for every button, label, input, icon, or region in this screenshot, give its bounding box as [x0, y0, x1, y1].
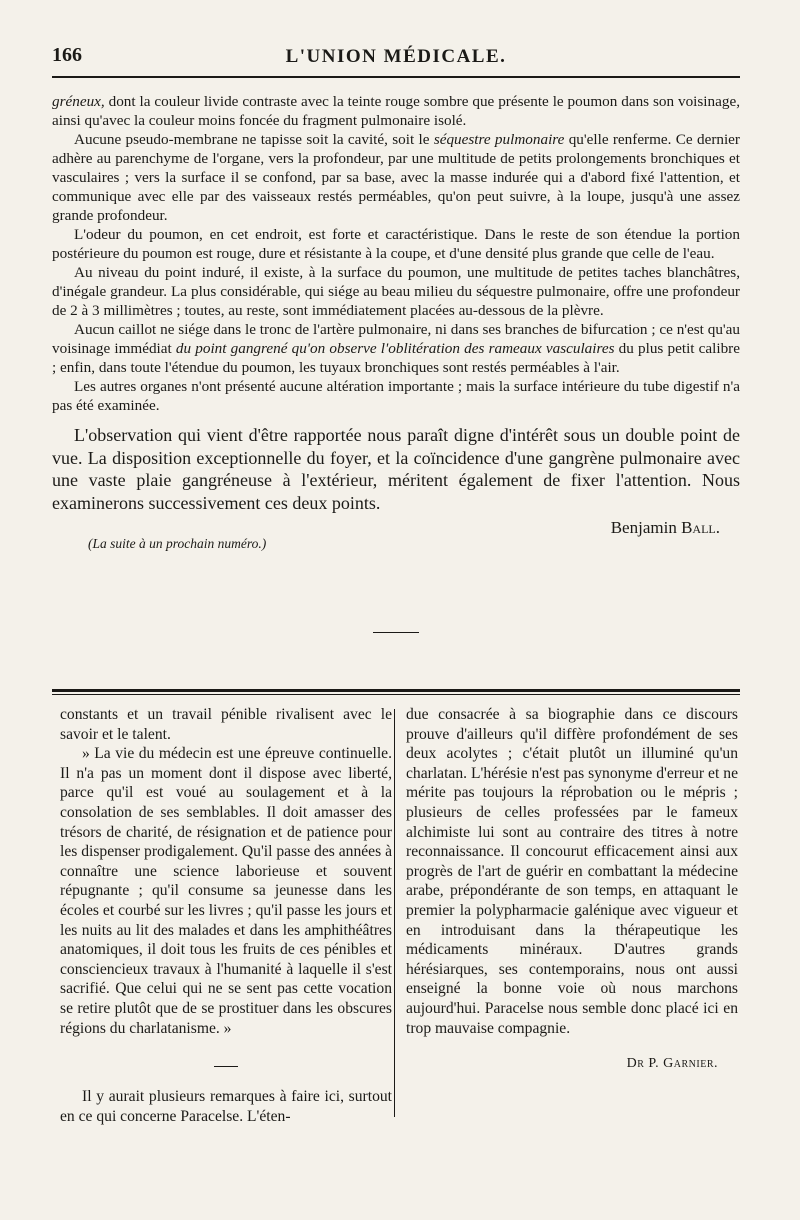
column-divider	[394, 709, 395, 1117]
paragraph: Au niveau du point induré, il existe, à la surface du poumon, une multitude de petites taches blanchâtres, d'inégale grandeur. La plus considérable, qui siége au beau milieu du séquestre pulmonaire, offre une profondeur de 2 à 3 millimètres ; toutes, au reste, sont immédiatement placées au-dessous de la plèvre.	[52, 264, 740, 319]
paragraph: L'odeur du poumon, en cet endroit, est forte et caractéristique. Dans le reste de son étendue la portion postérieure du poumon est rouge, dure et résistante à la coupe, et d'une densité plus grande que celle de l'eau.	[52, 226, 740, 262]
continuation-note: (La suite à un prochain numéro.)	[88, 536, 267, 551]
feuilleton-right-column	[406, 705, 738, 1074]
feuilleton-left-column	[60, 705, 392, 1126]
paragraph-text: Aucune pseudo-membrane ne tapisse soit la cavité, soit le	[74, 131, 434, 148]
page-number: 166	[52, 44, 82, 66]
article-body	[52, 92, 740, 415]
paragraph-text: Aucun caillot ne siége dans le tronc de l'artère pulmonaire, ni dans ses branches de bifurcation ; ce n'est qu'au voisinage immédiat	[52, 321, 740, 357]
running-title: L'UNION MÉDICALE.	[285, 46, 507, 67]
page	[52, 44, 740, 1125]
feuilleton-rule	[52, 689, 740, 692]
header-rule	[52, 76, 740, 78]
paragraph: » La vie du médecin est une épreuve continuelle. Il n'a pas un moment dont il dispose avec liberté, parce qu'il est voué au soulagement et à la consolation de ses semblables. Il doit amasser des trésors de charité, de résignation et de patience pour les dispenser prodigalement. Qu'il passe des années à connaître une science laborieuse et souvent répugnante ; qu'il consume sa jeunesse dans les écoles et courbé sur les livres ; qu'il passe les jours et les nuits au lit des malades et dans les amphithéâtres anatomiques, il doit tous les fruits de ces pénibles et consciencieux travaux à l'humanité à laquelle il s'est sacrifié. Que celui qui ne se sent pas cette vocation se retire plutôt que de se prostituer dans les obscures régions du charlatanisme. »	[60, 745, 392, 1037]
paragraph	[52, 92, 740, 130]
paragraph-text: du plus petit calibre ; enfin, dans toute l'étendue du poumon, les tuyaux bronchiques sont restés perméables à l'air.	[52, 340, 740, 376]
author-signature	[52, 518, 740, 538]
paragraph	[52, 320, 740, 377]
feuilleton-rule-thin	[52, 694, 740, 695]
author-first-name: Benjamin	[610, 518, 682, 537]
paragraph: Il y aurait plusieurs remarques à faire ici, surtout en ce qui concerne Paracelse. L'éten-	[60, 1088, 392, 1125]
paragraph	[52, 130, 740, 225]
feuilleton	[52, 705, 740, 1125]
author-last-name: Ball.	[681, 518, 720, 537]
conclusion	[52, 424, 740, 514]
italic-lead: gréneux,	[52, 93, 105, 110]
paragraph: Les autres organes n'ont présenté aucune altération importante ; mais la surface intérieure du tube digestif n'a pas été examinée.	[52, 378, 740, 414]
page-header	[52, 44, 740, 72]
spacer	[60, 1067, 392, 1087]
paragraph-text: qu'elle renferme. Ce dernier adhère au parenchyme de l'organe, vers la profondeur, par une multitude de petits prolongements bronchiques et vasculaires ; vers la surface il se confond, par sa base, avec la masse indurée qui a d'abord fixé l'attention, et communique avec elle par des vaisseaux restés perméables, qu'on peut suivre, à la loupe, jusqu'à une assez grande profondeur.	[52, 131, 740, 224]
italic-phrase: du point gangrené qu'on observe l'oblitération des rameaux vasculaires	[175, 340, 615, 357]
italic-term: séquestre pulmonaire	[433, 131, 565, 148]
paragraph-text: dont la couleur livide contraste avec la teinte rouge sombre que présente le poumon dans son voisinage, ainsi qu'avec la couleur moins foncée du fragment pulmonaire isolé.	[52, 93, 740, 129]
section-rule	[373, 632, 419, 633]
feuilleton-signature: Dr P. Garnier.	[626, 1056, 718, 1072]
paragraph: constants et un travail pénible rivalisent avec le savoir et le talent.	[60, 706, 392, 743]
paragraph: due consacrée à sa biographie dans ce discours prouve d'ailleurs qu'il diffère profondément de ses deux acolytes ; c'était plutôt un illuminé qu'un charlatan. L'hérésie n'est pas synonyme d'erreur et ne mérite pas toujours la réprobation ou le mépris ; plusieurs de celles professées par le fameux alchimiste lui sont au contraire des titres à notre reconnaissance. Il concourut efficacement ainsi aux progrès de l'art de guérir en combattant la médecine arabe, prépondérante de son temps, en attaquant le premier la polypharmacie galénique avec vigueur et en introduisant dans la thérapeutique les médicaments minéraux. D'autres grands hérésiarques, ses contemporains, nous ont aussi enseigné la bonne voie où nous marchons aujourd'hui. Paracelse nous semble donc placé ici en trop mauvaise compagnie.	[406, 706, 738, 1037]
conclusion-paragraph: L'observation qui vient d'être rapportée nous paraît digne d'intérêt sous un double point de vue. La disposition exceptionnelle du foyer, et la coïncidence d'une gangrène pulmonaire avec une vaste plaie gangréneuse à l'extérieur, méritent également de fixer l'attention. Nous examinerons successivement ces deux points.	[52, 425, 740, 513]
